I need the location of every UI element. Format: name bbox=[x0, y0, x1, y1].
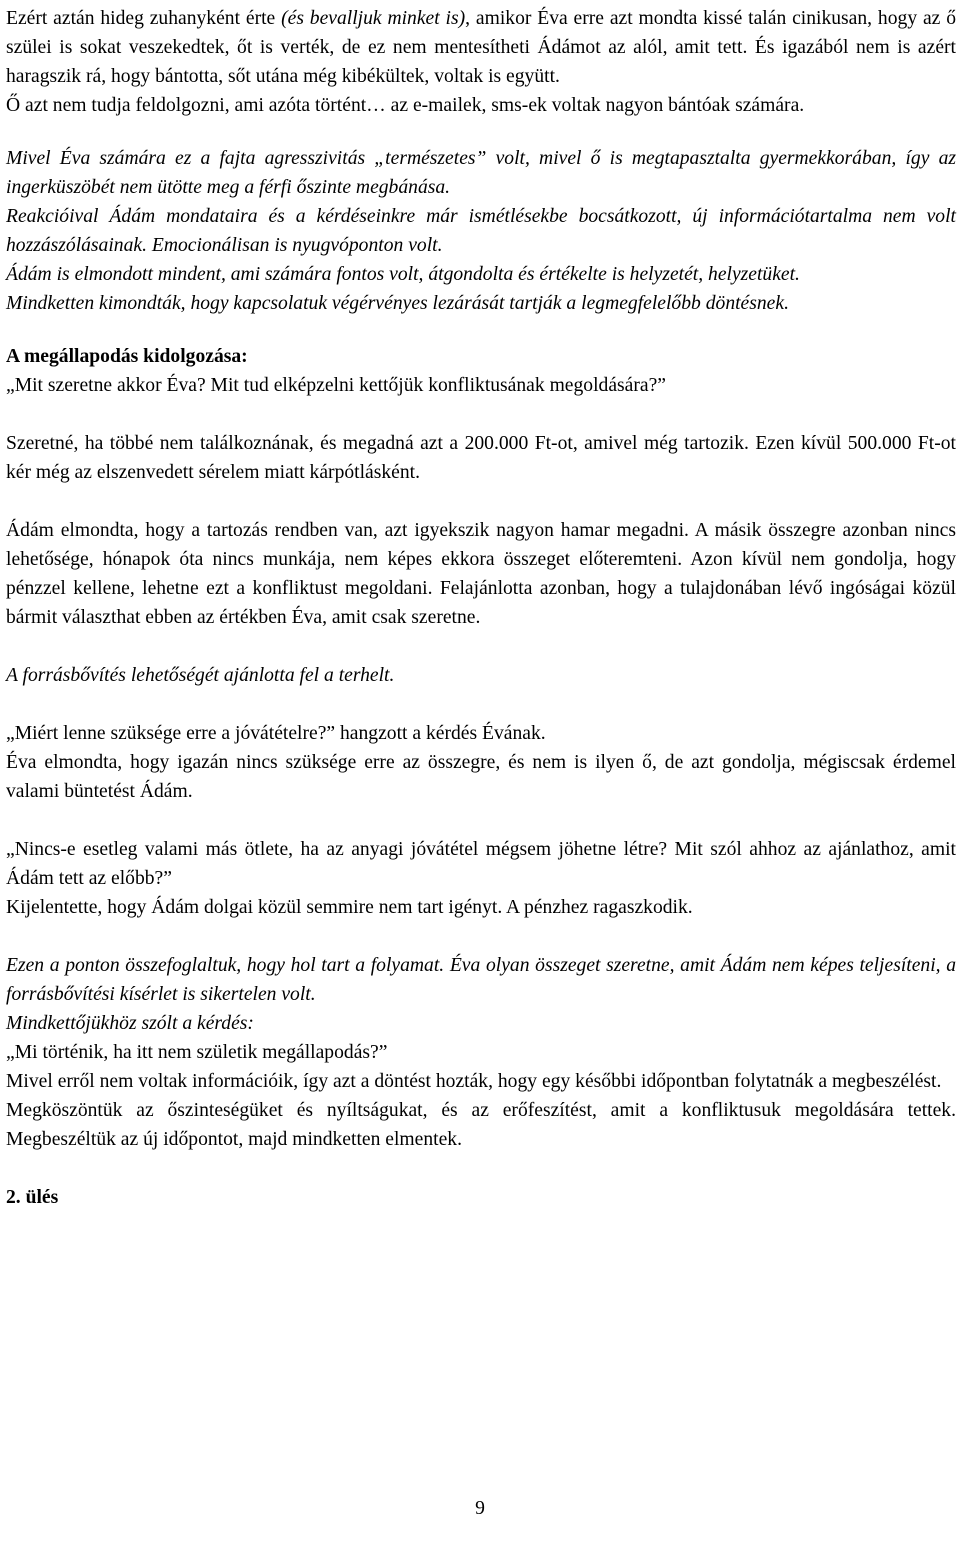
italic-paragraph-adam: Ádám is elmondott mindent, ami számára fontos volt, átgondolta és értékelte is helyzetét, helyzetüket. bbox=[6, 264, 800, 285]
paragraph-feelings: Ő azt nem tudja feldolgozni, ami azóta történt… az e-mailek, sms-ek voltak nagyon bántóak számára. bbox=[6, 95, 805, 116]
question-1: „Mit szeretne akkor Éva? Mit tud elképzelni kettőjük konfliktusának megoldására?” bbox=[6, 375, 666, 396]
question-4: „Mi történik, ha itt nem születik megállapodás?” bbox=[6, 1042, 388, 1063]
next-session-heading: 2. ülés bbox=[6, 1187, 59, 1208]
italic-paragraph-aggression: Mivel Éva számára ez a fajta agresszivitás „természetes” volt, mivel ő is megtapasztalta gyermekkorában, így az ingerküszöbét nem ütötte meg a férfi őszinte megbánása. bbox=[6, 148, 956, 198]
document-page bbox=[6, 4, 956, 1212]
closing-paragraph: Megköszöntük az őszinteségüket és nyíltságukat, és az erőfeszítést, amit a konfliktusuk megoldására tettek. Megbeszéltük az új időpontot, majd mindketten elmentek. bbox=[6, 1100, 956, 1150]
page-number: 9 bbox=[475, 1498, 485, 1519]
paragraph-intro bbox=[6, 4, 956, 91]
summary-italic: Ezen a ponton összefoglaltuk, hogy hol tart a folyamat. Éva olyan összeget szeretne, amit Ádám nem képes teljesíteni, a forrásbővítési kísérlet is sikertelen volt. bbox=[6, 955, 956, 1005]
paragraph-intro-before: Ezért aztán hideg zuhanyként érte bbox=[6, 8, 282, 29]
italic-paragraph-reactions: Reakcióival Ádám mondataira és a kérdéseinkre már ismétlésekbe bocsátkozott, új információtartalma nem volt hozzászólásainak. Emocionálisan is nyugvóponton volt. bbox=[6, 206, 956, 256]
italic-note-resource: A forrásbővítés lehetőségét ajánlotta fel a terhelt. bbox=[6, 665, 395, 686]
paragraph-intro-after: , amikor Éva erre azt mondta kissé talán cinikusan, hogy az ő szülei is sokat veszekedtek, őt is verték, de ez nem mentesítheti Ádámot az alól, amit tett. És igazából nem is azért haragszik rá, hogy bántotta, sőt utána még kibékültek, voltak is együtt. bbox=[6, 8, 956, 87]
question-2: „Miért lenne szüksége erre a jóvátételre?” hangzott a kérdés Évának. bbox=[6, 723, 546, 744]
section-heading: A megállapodás kidolgozása: bbox=[6, 346, 248, 367]
italic-paragraph-both: Mindketten kimondták, hogy kapcsolatuk végérvényes lezárását tartják a legmegfelelőbb döntésnek. bbox=[6, 293, 789, 314]
answer-3: Kijelentette, hogy Ádám dolgai közül semmire nem tart igényt. A pénzhez ragaszkodik. bbox=[6, 897, 693, 918]
paragraph-intro-italic: (és bevalljuk minket is) bbox=[281, 8, 466, 29]
both-question-intro: Mindkettőjükhöz szólt a kérdés: bbox=[6, 1013, 254, 1034]
answer-2: Éva elmondta, hogy igazán nincs szüksége erre az összegre, és nem is ilyen ő, de azt gondolja, mégiscsak érdemel valami büntetést Ádám. bbox=[6, 752, 956, 802]
question-3: „Nincs-e esetleg valami más ötlete, ha az anyagi jóvátétel mégsem jöhetne létre? Mit szól ahhoz az ajánlathoz, amit Ádám tett az előbb?” bbox=[6, 839, 956, 889]
decision-paragraph: Mivel erről nem voltak információik, így azt a döntést hozták, hogy egy későbbi időpontban folytatnák a megbeszélést. bbox=[6, 1071, 942, 1092]
answer-1: Szeretné, ha többé nem találkoznának, és megadná azt a 200.000 Ft-ot, amivel még tartozik. Ezen kívül 500.000 Ft-ot kér még az elszenvedett sérelem miatt kárpótlásként. bbox=[6, 433, 956, 483]
adam-response: Ádám elmondta, hogy a tartozás rendben van, azt igyekszik nagyon hamar megadni. A másik összegre azonban nincs lehetősége, hónapok óta nincs munkája, nem képes ekkora összeget előteremteni. Azon kívül nem gondolja, hogy pénzzel kellene, lehetne ezt a konfliktust megoldani. Felajánlotta azonban, hogy a tulajdonában lévő ingóságai közül bármit választhat ebben az értékben Éva, amit csak szeretne. bbox=[6, 520, 956, 628]
